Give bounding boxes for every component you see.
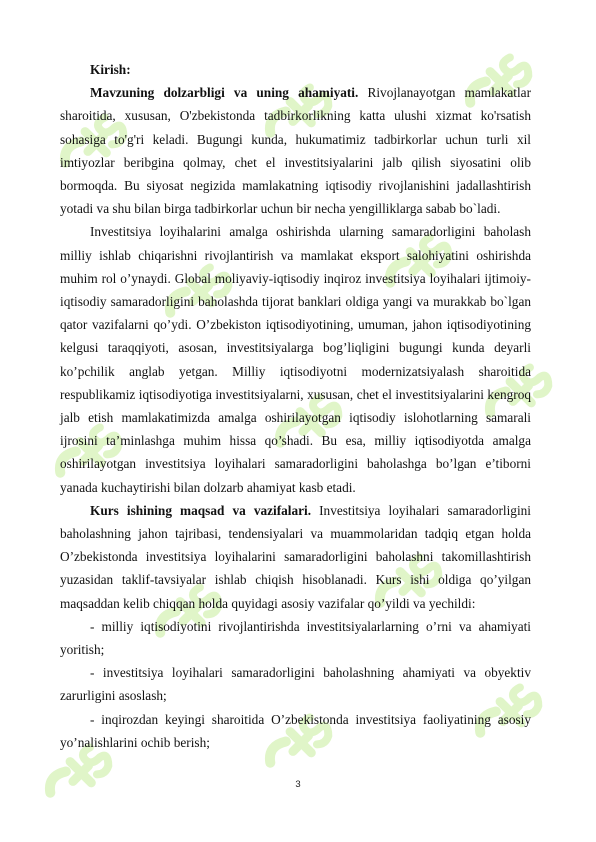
paragraph-text: - milliy iqtisodiyotini rivojlantirishda investitsiyalarlarning o’rni va ahamiyati yoritish; xyxy=(60,618,531,658)
paragraph-text: Rivojlanayotgan mamlakatlar sharoitida, xususan, O'zbekistonda tadbirkorlikning katta ulushi xizmat ko'rsatish sohasiga to'g'ri keladi. Bugungi kunda, hukumatimiz tadbirkorlar uchun turli xil imtiyozlar beribgina qolmay, chet el investitsiyalarini jalb qilish siyosatini olib bormoqda. Bu siyosat negizida mamlakatning iqtisodiy rivojlanishini jadallashtirish yotadi va shu bilan birga tadbirkorlar uchun bir necha yengilliklarga sabab bo`ladi. xyxy=(60,85,531,217)
paragraph-text: - investitsiya loyihalari samaradorligini baholashning ahamiyati va obyektiv zarurligini asoslash; xyxy=(60,665,531,704)
paragraph xyxy=(60,708,531,754)
paragraph-list xyxy=(60,81,531,754)
paragraph xyxy=(60,661,531,707)
paragraph-text: - inqirozdan keyingi sharoitida O’zbekistonda investitsiya faoliyatining asosiy yo’nalishlarini ochib berish; xyxy=(60,711,531,750)
paragraph-lead: Kurs ishining maqsad va vazifalari. xyxy=(90,502,312,518)
page-number: 3 xyxy=(295,779,301,790)
paragraph xyxy=(60,615,531,661)
paragraph-lead: Mavzuning dolzarbligi va uning ahamiyati. xyxy=(90,85,359,101)
paragraph xyxy=(60,499,531,615)
paragraph-text: Investitsiya loyihalarini amalga oshirishda ularning samaradorligini baholash milliy ishlab chiqarishni rivojlantirish va mamlakat eksport salohiyatini oshirishda muhim rol o’ynaydi. Global moliyaviy-iqtisodiy inqiroz investitsiya loyihalari ijtimoiy-iqtisodiy samaradorligini baholashda tijorat banklari oldiga yangi va murakkab bo`lgan qator vazifalarni qo’ydi. O’zbekiston iqtisodiyotining, umuman, jahon iqtisodiyotining kelgusi taraqqiyoti, asosan, investitsiyalarga bog’liqligini bugungi kunda deyarli ko’pchilik anglab yetgan. Milliy iqtisodiyotni modernizatsiyalash sharoitida respublikamiz iqtisodiyotiga investitsiyalarni, xususan, chet el investitsiyalarini kengroq jalb etish mamlakatimizda amalga oshirilayotgan iqtisodiy islohotlarning samarali ijrosini ta’minlashga muhim hissa qo’shadi. Bu esa, milliy iqtisodiyotda amalga oshirilayotgan investitsiya loyihalari samaradorligini baholashga bo’lgan e’tiborni yanada kuchaytirishi bilan dolzarb ahamiyat kasb etadi. xyxy=(60,224,531,495)
paragraph-text: Investitsiya loyihalari samaradorligini baholashning jahon tajribasi, tendensiyalari va muammolaridan tadqiq etgan holda O’zbekistonda investitsiya loyihalarini samaradorligini baholashni takomillashtirish yuzasidan taklif-tavsiyalar ishlab chiqish hisoblanadi. Kurs ishi oldiga qo’yilgan maqsaddan kelib chiqqan holda quyidagi asosiy vazifalar qo’yildi va yechildi: xyxy=(60,502,531,611)
page-content xyxy=(60,58,531,754)
heading-text: Kirish: xyxy=(90,62,131,77)
paragraph xyxy=(60,220,531,498)
paragraph xyxy=(60,81,531,220)
intro-heading xyxy=(60,58,531,81)
